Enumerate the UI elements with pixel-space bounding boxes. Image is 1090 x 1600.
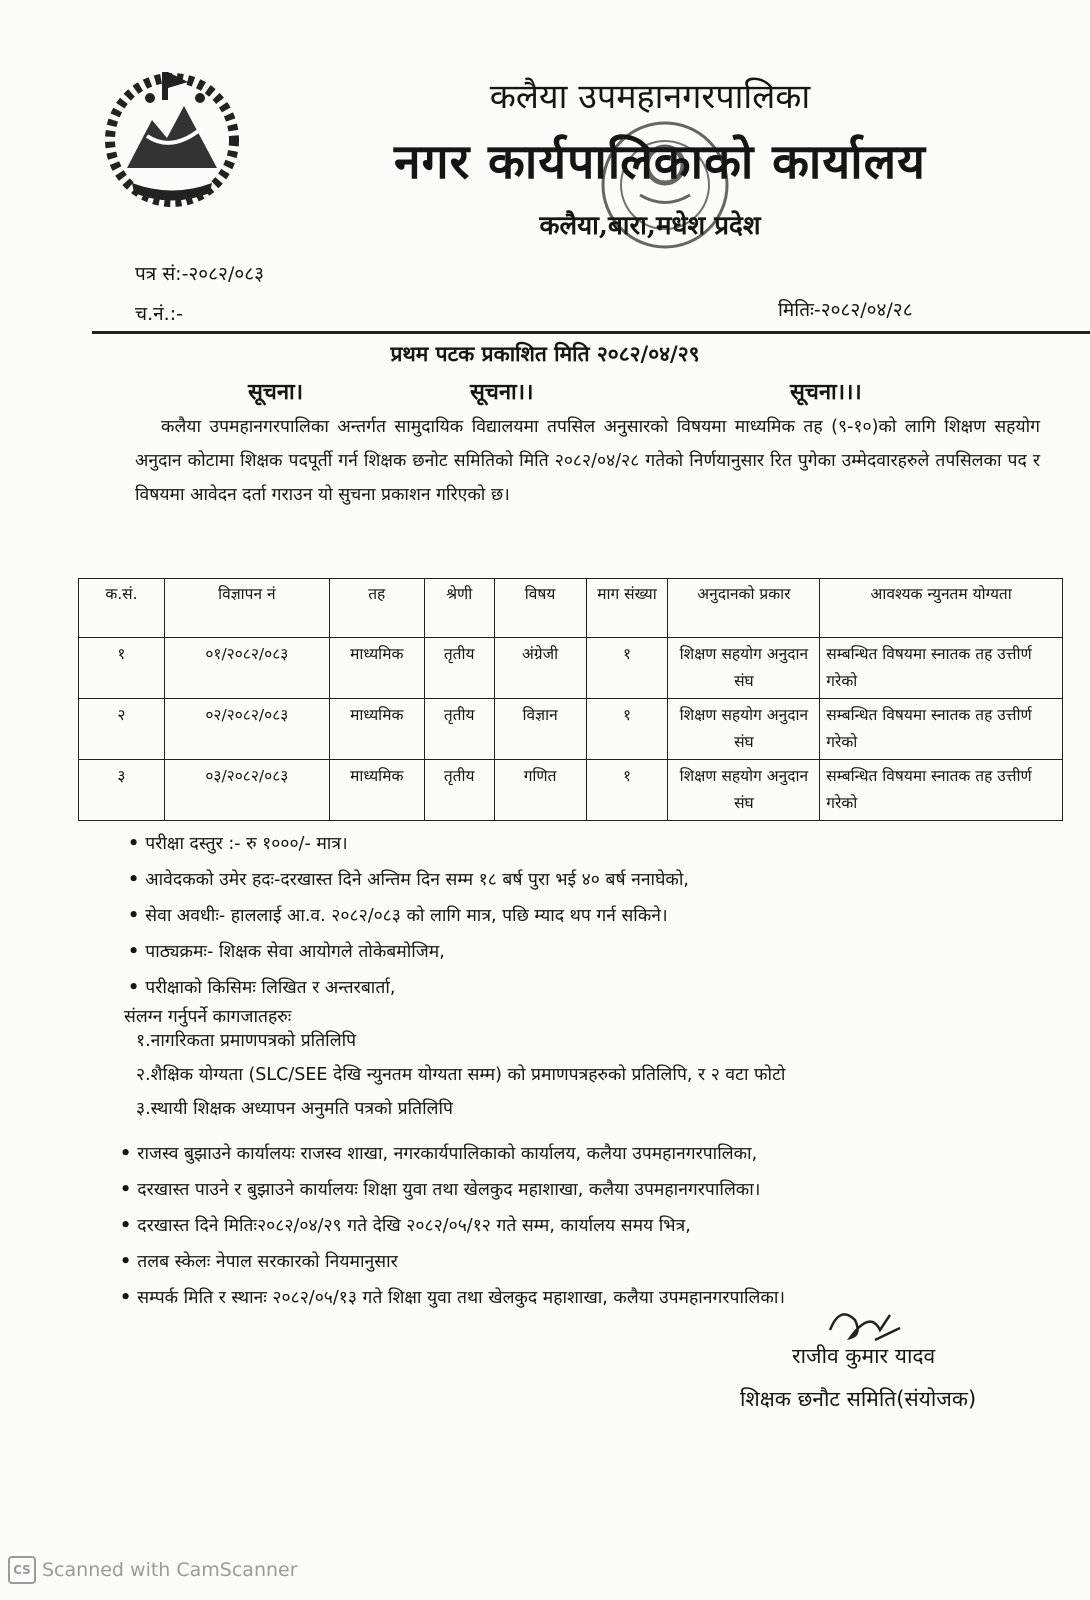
table-cell: तृतीय	[424, 699, 494, 760]
table-cell: १	[586, 699, 668, 760]
table-header-row	[79, 579, 1063, 638]
table-cell: ०२/२०८२/०८३	[164, 699, 329, 760]
dispatch-number: च.नं.:-	[135, 303, 183, 325]
column-header: विषय	[494, 579, 586, 638]
conditions-list	[128, 826, 689, 1006]
list-item: ३.स्थायी शिक्षक अध्यापन अनुमति पत्रको प्रतिलिपि	[136, 1099, 453, 1119]
table-cell: विज्ञान	[494, 699, 586, 760]
list-item: • पाठ्यक्रमः- शिक्षक सेवा आयोगले तोकेबमोजिम,	[128, 934, 689, 970]
table-cell: १	[79, 638, 165, 699]
notice-paragraph: कलैया उपमहानगरपालिका अन्तर्गत सामुदायिक विद्यालयमा तपसिल अनुसारको विषयमा माध्यमिक तह (९-१०)को लागि शिक्षण सहयोग अनुदान कोटामा शिक्षक पदपूर्ती गर्न शिक्षक छनोट समितिको मिति २०८२/०४/२८ गतेको निर्णयानुसार रित पुगेका उम्मेदवारहरुले तपसिलका पद र विषयमा आवेदन दर्ता गराउन यो सुचना प्रकाशन गरिएको छ।	[135, 417, 1040, 505]
list-item: • परीक्षा दस्तुर :- रु १०००/- मात्र।	[128, 826, 689, 862]
table-cell: शिक्षण सहयोग अनुदान संघ	[668, 699, 820, 760]
column-header: माग संख्या	[586, 579, 668, 638]
table-cell: १	[586, 638, 668, 699]
camscanner-logo-icon: CS	[8, 1556, 36, 1584]
list-item: • आवेदकको उमेर हदः-दरखास्त दिने अन्तिम दिन सम्म १८ बर्ष पुरा भई ४० बर्ष ननाघेको,	[128, 862, 689, 898]
vacancy-table	[78, 578, 1063, 821]
table-cell: ०३/२०८२/०८३	[164, 760, 329, 821]
list-item: • सम्पर्क मिति र स्थानः २०८२/०५/१३ गते शिक्षा युवा तथा खेलकुद महाशाखा, कलैया उपमहानगरपालिका।	[120, 1280, 785, 1316]
table-row	[79, 699, 1063, 760]
camscanner-watermark	[8, 1556, 298, 1584]
column-header: क.सं.	[79, 579, 165, 638]
column-header: विज्ञापन नं	[164, 579, 329, 638]
column-header: आवश्यक न्युनतम योग्यता	[820, 579, 1063, 638]
list-item: २.शैक्षिक योग्यता (SLC/SEE देखि न्युनतम योग्यता सम्म) को प्रमाणपत्रहरुको प्रतिलिपि, र २ वटा फोटो	[136, 1065, 786, 1085]
office-title: नगर कार्यपालिकाको कार्यालय	[393, 134, 927, 190]
table-cell: १	[586, 760, 668, 821]
column-header: श्रेणी	[424, 579, 494, 638]
notice-label-1: सूचना।	[248, 380, 304, 405]
table-row	[79, 638, 1063, 699]
table-cell: सम्बन्धित विषयमा स्नातक तह उत्तीर्ण गरेको	[820, 760, 1063, 821]
table-cell: २	[79, 699, 165, 760]
office-address: कलैया,बारा,मधेश प्रदेश	[539, 211, 761, 241]
table-cell: माध्यमिक	[329, 699, 424, 760]
list-item: • दरखास्त पाउने र बुझाउने कार्यालयः शिक्षा युवा तथा खेलकुद महाशाखा, कलैया उपमहानगरपालिका।	[120, 1172, 785, 1208]
table-cell: तृतीय	[424, 638, 494, 699]
table-row	[79, 760, 1063, 821]
table-cell: अंग्रेजी	[494, 638, 586, 699]
letter-number: पत्र सं:-२०८२/०८३	[135, 263, 264, 285]
table-cell: ३	[79, 760, 165, 821]
attachments-list	[136, 1024, 785, 1126]
watermark-text: Scanned with CamScanner	[42, 1559, 298, 1581]
table-cell: माध्यमिक	[329, 760, 424, 821]
table-cell: शिक्षण सहयोग अनुदान संघ	[668, 638, 820, 699]
attachments-heading: संलग्न गर्नुपर्ने कागजातहरुः	[124, 1007, 292, 1027]
signatory-title: शिक्षक छनौट समिति(संयोजक)	[740, 1387, 977, 1411]
published-date: प्रथम पटक प्रकाशित मिति २०८२/०४/२९	[390, 342, 700, 366]
municipality-name: कलैया उपमहानगरपालिका	[489, 77, 811, 117]
list-item: • दरखास्त दिने मितिः२०८२/०४/२९ गते देखि २०८२/०५/१२ गते सम्म, कार्यालय समय भित्र,	[120, 1208, 785, 1244]
office-info-list	[120, 1136, 785, 1316]
list-item: • परीक्षाको किसिमः लिखित र अन्तरबार्ता,	[128, 970, 689, 1006]
list-item: • राजस्व बुझाउने कार्यालयः राजस्व शाखा, नगरकार्यपालिकाको कार्यालय, कलैया उपमहानगरपालिका,	[120, 1136, 785, 1172]
notice-label-3: सूचना।।।	[790, 380, 862, 405]
table-cell: माध्यमिक	[329, 638, 424, 699]
nepal-emblem-logo	[92, 58, 252, 218]
table-cell: ०१/२०८२/०८३	[164, 638, 329, 699]
column-header: तह	[329, 579, 424, 638]
table-cell: गणित	[494, 760, 586, 821]
list-item: • तलब स्केलः नेपाल सरकारको नियमानुसार	[120, 1244, 785, 1280]
table-cell: शिक्षण सहयोग अनुदान संघ	[668, 760, 820, 821]
list-item: • सेवा अवधीः- हाललाई आ.व. २०८२/०८३ को लागि मात्र, पछि म्याद थप गर्न सकिने।	[128, 898, 689, 934]
letter-date: मितिः-२०८२/०४/२८	[778, 299, 913, 321]
header-divider	[92, 331, 1090, 334]
list-item: १.नागरिकता प्रमाणपत्रको प्रतिलिपि	[136, 1031, 357, 1051]
column-header: अनुदानको प्रकार	[668, 579, 820, 638]
table-cell: सम्बन्धित विषयमा स्नातक तह उत्तीर्ण गरेको	[820, 638, 1063, 699]
signatory-name: राजीव कुमार यादव	[792, 1344, 936, 1368]
table-cell: सम्बन्धित विषयमा स्नातक तह उत्तीर्ण गरेको	[820, 699, 1063, 760]
table-cell: तृतीय	[424, 760, 494, 821]
notice-label-2: सूचना।।	[470, 380, 534, 405]
